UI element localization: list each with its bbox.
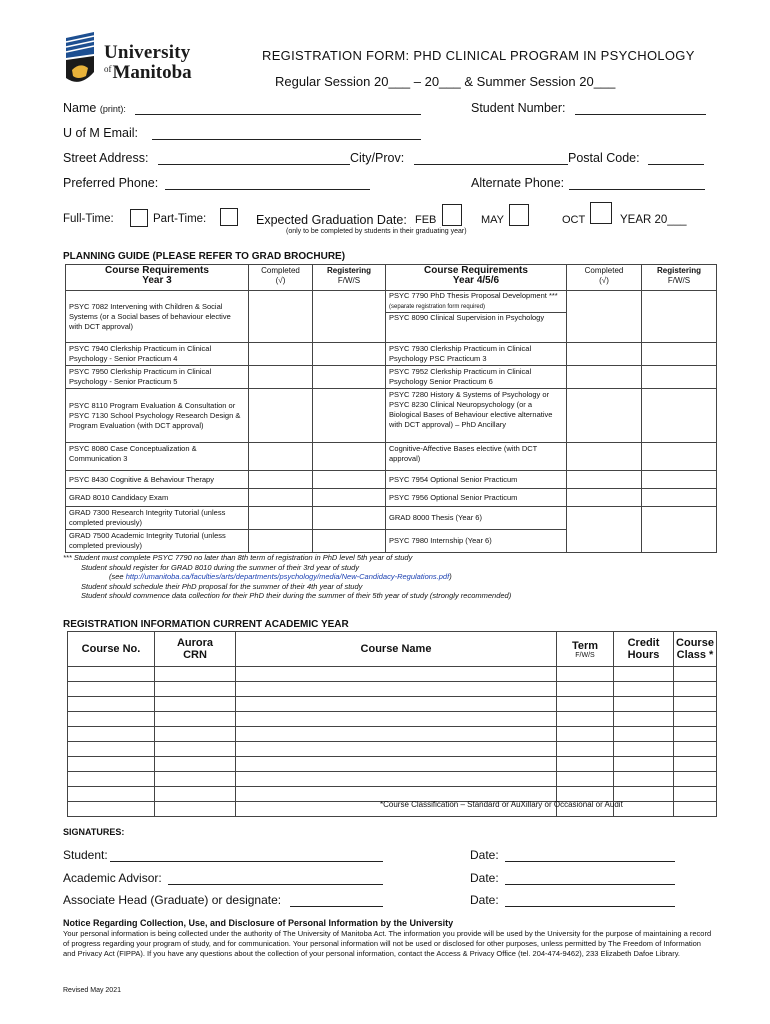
course-cell: PSYC 8430 Cognitive & Behaviour Therapy [66,471,249,489]
logo-text-manitoba: $^{of}$Manitoba [104,62,192,83]
completed-cell[interactable] [567,366,642,389]
registering-cell[interactable] [313,471,386,489]
email-label: U of M Email: [63,126,139,140]
grad-date-label: Expected Graduation Date: [256,213,407,227]
registering-cell[interactable] [313,389,386,443]
student-number-label: Student Number: [471,101,566,115]
candidacy-regulations-link[interactable]: http://umanitoba.ca/faculties/arts/departments/psychology/media/New-Candidacy-Regulations.pdf [125,572,450,581]
course-cell: PSYC 7082 Intervening with Children & Social Systems (or a Social bases of behaviour elective with DCT approval) [66,291,249,343]
table-row [66,366,717,389]
table-row [66,489,717,507]
completed-cell[interactable] [567,471,642,489]
revised-date: Revised May 2021 [63,987,121,994]
registration-cell[interactable] [68,727,155,742]
parttime-label: Part-Time: [153,213,207,225]
completed-cell[interactable] [249,507,313,530]
table-row [66,389,717,443]
col-req-y456: Course Requirements Year 4/5/6 [386,265,567,291]
completed-cell[interactable] [567,343,642,366]
registration-cell[interactable] [614,697,674,712]
col-registering-2: Registering F/W/S [642,265,717,291]
registration-cell[interactable] [557,667,614,682]
completed-cell[interactable] [249,489,313,507]
registration-cell[interactable] [674,682,717,697]
classification-footnote: *Course Classification – Standard or AuXillary or Occasional or Audit [380,800,623,809]
head-sig-label: Associate Head (Graduate) or designate: [63,893,282,907]
student-signature-field[interactable] [110,849,383,862]
registration-cell[interactable] [614,742,674,757]
course-cell: PSYC 8110 Program Evaluation & Consultation or PSYC 7130 School Psychology Research Design & Program Evaluation (with DCT approval) [66,389,249,443]
registering-cell[interactable] [642,389,717,443]
completed-cell[interactable] [249,343,313,366]
completed-cell[interactable] [249,471,313,489]
registering-cell[interactable] [313,443,386,471]
postal-field[interactable] [648,152,704,165]
completed-cell[interactable] [249,366,313,389]
date-label: Date: [470,893,499,907]
registration-cell[interactable] [614,667,674,682]
registration-cell[interactable] [674,802,717,817]
registration-cell[interactable] [557,682,614,697]
shield-icon [64,32,96,88]
registering-cell[interactable] [313,507,386,530]
registration-cell[interactable] [614,757,674,772]
registration-cell[interactable] [674,727,717,742]
registration-cell[interactable] [155,772,236,787]
registration-cell[interactable] [155,667,236,682]
course-cell: GRAD 8000 Thesis (Year 6) PSYC 7980 Internship (Year 6) [386,507,567,553]
fulltime-checkbox[interactable] [130,209,148,227]
registering-cell[interactable] [642,366,717,389]
notice-title: Notice Regarding Collection, Use, and Disclosure of Personal Information by the University [63,918,454,928]
advisor-date-field[interactable] [505,872,675,885]
col-term: Term F/W/S [557,632,614,667]
course-cell: GRAD 8010 Candidacy Exam [66,489,249,507]
fulltime-label: Full-Time: [63,213,114,225]
registration-cell[interactable] [557,772,614,787]
registration-cell[interactable] [614,682,674,697]
table-row [66,291,717,343]
registration-cell[interactable] [674,667,717,682]
registration-cell[interactable] [155,682,236,697]
form-title: REGISTRATION FORM: PHD CLINICAL PROGRAM IN PSYCHOLOGY [262,48,695,63]
note-line: Student should schedule their PhD proposal for the summer of their 4th year of study [81,581,363,591]
registration-row [68,742,717,757]
registering-cell[interactable] [642,471,717,489]
student-sig-label: Student: [63,848,108,862]
planning-table [65,264,717,553]
oct-checkbox[interactable] [590,202,612,224]
registration-cell[interactable] [236,667,557,682]
course-cell: PSYC 7940 Clerkship Practicum in Clinical Psychology - Senior Practicum 4 [66,343,249,366]
registration-cell[interactable] [557,757,614,772]
col-completed-2: Completed (√) [567,265,642,291]
date-label: Date: [470,871,499,885]
grad-date-note: (only to be completed by students in their graduating year) [286,228,467,235]
advisor-sig-label: Academic Advisor: [63,871,162,885]
registration-cell[interactable] [68,787,155,802]
table-row [66,507,717,530]
phone-label: Preferred Phone: [63,176,159,190]
may-checkbox[interactable] [509,204,529,226]
note-line: Student should commence data collection for their PhD their during the summer of their 5th year of study (strongly recommended) [81,591,512,600]
registration-cell[interactable] [236,742,557,757]
registration-cell[interactable] [155,802,236,817]
registering-cell[interactable] [642,343,717,366]
registration-cell[interactable] [68,802,155,817]
note-line: Student should register for GRAD 8010 during the summer of their 3rd year of study [81,562,360,572]
street-label: Street Address: [63,151,149,165]
registration-cell[interactable] [155,787,236,802]
course-cell: GRAD 7300 Research Integrity Tutorial (unless completed previously) [66,507,249,530]
feb-label: FEB [415,214,437,226]
registering-cell[interactable] [313,366,386,389]
registration-row [68,727,717,742]
registration-cell[interactable] [674,772,717,787]
student-date-field[interactable] [505,849,675,862]
completed-cell[interactable] [249,443,313,471]
col-completed: Completed (√) [249,265,313,291]
name-field[interactable] [135,102,421,115]
completed-cell[interactable] [249,291,313,343]
registration-row [68,757,717,772]
course-cell: Cognitive-Affective Bases elective (with DCT approval) [386,443,567,471]
registration-cell[interactable] [674,712,717,727]
course-cell: PSYC 7954 Optional Senior Practicum [386,471,567,489]
registration-row [68,772,717,787]
registration-row [68,712,717,727]
registration-row [68,682,717,697]
registration-cell[interactable] [236,772,557,787]
course-cell: PSYC 7280 History & Systems of Psychology or PSYC 8230 Clinical Neuropsychology (or a Biological Bases of Behaviour elective alternative with DCT approval) – PhD Ancillary [386,389,567,443]
registration-cell[interactable] [68,742,155,757]
registration-cell[interactable] [236,712,557,727]
table-row [66,443,717,471]
registration-cell[interactable] [155,742,236,757]
course-cell: PSYC 7956 Optional Senior Practicum [386,489,567,507]
logo-text-university: University [104,42,191,63]
registration-cell[interactable] [674,787,717,802]
registering-cell[interactable] [313,343,386,366]
course-cell: PSYC 8080 Case Conceptualization & Communication 3 [66,443,249,471]
registration-cell[interactable] [557,727,614,742]
street-field[interactable] [158,152,350,165]
registration-cell[interactable] [674,757,717,772]
registration-cell[interactable] [557,697,614,712]
may-label: MAY [481,214,505,226]
col-credit-hours: Credit Hours [614,632,674,667]
course-cell: PSYC 7950 Clerkship Practicum in Clinical Psychology - Senior Practicum 5 [66,366,249,389]
completed-cell[interactable] [567,389,642,443]
completed-cell[interactable] [249,530,313,553]
head-date-field[interactable] [505,894,675,907]
col-aurora-crn: Aurora CRN [155,632,236,667]
registration-cell[interactable] [68,682,155,697]
completed-cell[interactable] [567,489,642,507]
email-field[interactable] [152,127,421,140]
student-number-field[interactable] [575,102,706,115]
course-cell: PSYC 7790 PhD Thesis Proposal Development *** (separate registration form required) PSYC 8090 Clinical Supervision in Psychology [386,291,567,343]
course-cell: GRAD 7500 Academic Integrity Tutorial (unless completed previously) [66,530,249,553]
registering-cell[interactable] [642,489,717,507]
registration-cell[interactable] [614,712,674,727]
table-row [66,471,717,489]
col-course-no: Course No. [68,632,155,667]
completed-cell[interactable] [567,443,642,471]
notice-body: Your personal information is being collected under the authority of The University of Manitoba Act. The information you provide will be used by the University for the purpose of maintaining a record of progress regarding your program of study, and for communication. Your personal information will not be used or disclosed for other purposes, unless permitted by The Freedom of Information and Privacy Act (FIPPA). If you have any questions about the collection of your personal information, contact the Access & Privacy Office (tel. 204-474-9462), 233 Elizabeth Dafoe Library. [63,929,712,958]
postal-label: Postal Code: [568,151,640,165]
registering-cell[interactable] [642,443,717,471]
registration-cell[interactable] [674,697,717,712]
registration-cell[interactable] [155,712,236,727]
session-line: Regular Session 20___ – 20___ & Summer Session 20___ [275,74,616,89]
alt-phone-field[interactable] [569,177,705,190]
registering-cell[interactable] [642,291,717,343]
completed-cell[interactable] [567,291,642,343]
advisor-signature-field[interactable] [168,872,383,885]
note-link-line: (see http://umanitoba.ca/faculties/arts/departments/psychology/media/New-Candidacy-Regulations.pdf) [109,572,452,581]
note-line: *** Student must complete PSYC 7790 no later than 8th term of registration in PhD level 5th year of study [63,553,413,562]
registration-cell[interactable] [68,772,155,787]
registration-cell[interactable] [68,757,155,772]
year-label: YEAR 20___ [620,214,687,226]
registration-cell[interactable] [236,682,557,697]
registration-cell[interactable] [557,742,614,757]
registration-cell[interactable] [236,727,557,742]
registration-row [68,667,717,682]
feb-checkbox[interactable] [442,204,462,226]
registration-cell[interactable] [674,742,717,757]
registration-table [67,631,717,817]
registration-row [68,697,717,712]
registration-cell[interactable] [614,727,674,742]
oct-label: OCT [562,214,586,226]
signatures-heading: SIGNATURES: [63,827,125,837]
registering-cell[interactable] [642,507,717,553]
parttime-checkbox[interactable] [220,208,238,226]
registration-cell[interactable] [68,712,155,727]
city-field[interactable] [414,152,568,165]
head-signature-field[interactable] [290,894,383,907]
registration-cell[interactable] [614,772,674,787]
registration-cell[interactable] [155,697,236,712]
registering-cell[interactable] [313,530,386,553]
table-row [66,343,717,366]
course-cell: PSYC 7952 Clerkship Practicum in Clinical Psychology Senior Practicum 6 [386,366,567,389]
registration-cell[interactable] [155,757,236,772]
planning-notes [63,553,713,601]
phone-field[interactable] [165,177,370,190]
alt-phone-label: Alternate Phone: [471,176,565,190]
registration-cell[interactable] [236,697,557,712]
completed-cell[interactable] [249,389,313,443]
registering-cell[interactable] [313,291,386,343]
university-logo [64,30,204,90]
col-course-name: Course Name [236,632,557,667]
name-label: Name (print): [63,101,126,115]
date-label: Date: [470,848,499,862]
registration-cell[interactable] [557,712,614,727]
course-cell: PSYC 7930 Clerkship Practicum in Clinical Psychology PSC Practicum 3 [386,343,567,366]
registration-heading: REGISTRATION INFORMATION CURRENT ACADEMIC YEAR [63,619,349,630]
registration-cell[interactable] [68,667,155,682]
registration-cell[interactable] [68,697,155,712]
registering-cell[interactable] [313,489,386,507]
col-registering: Registering F/W/S [313,265,386,291]
registration-cell[interactable] [236,757,557,772]
completed-cell[interactable] [567,507,642,553]
registration-cell[interactable] [155,727,236,742]
city-label: City/Prov: [350,151,405,165]
privacy-notice [63,918,713,959]
col-course-class: Course Class * [674,632,717,667]
col-req-y3: Course Requirements Year 3 [66,265,249,291]
planning-heading: PLANNING GUIDE (PLEASE REFER TO GRAD BROCHURE) [63,251,346,262]
